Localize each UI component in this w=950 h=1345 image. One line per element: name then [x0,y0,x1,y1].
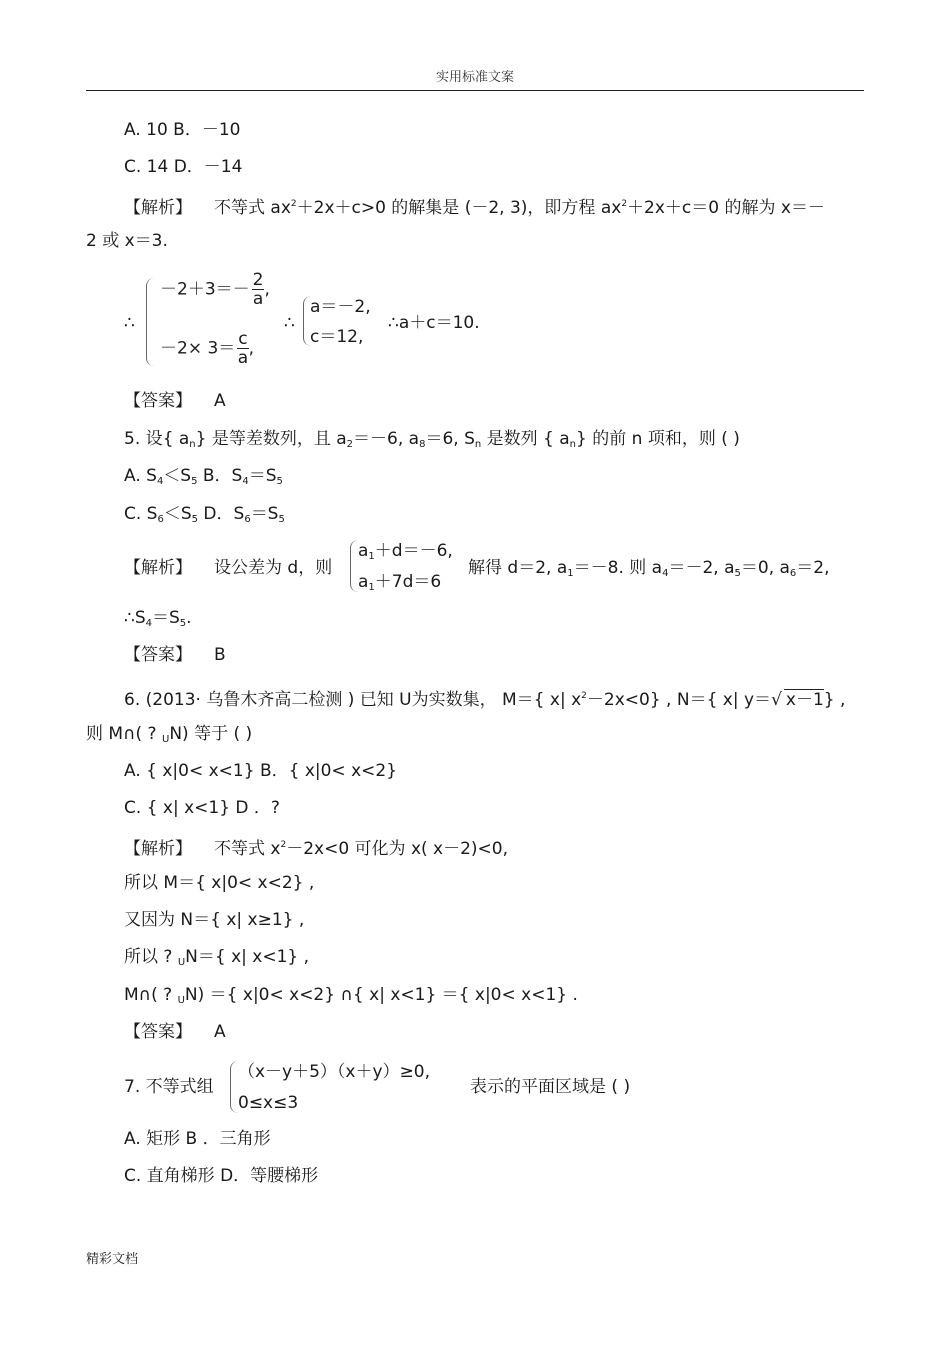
q7-option-c-d: C. 直角梯形 D．等腰梯形 [124,1166,319,1186]
analysis-label: 【解析】 [124,198,192,218]
q4-option-a-b: A. 10 B．－10 [124,120,241,140]
q6-line-n: 又因为 N＝{ x| x≥1} , [124,910,305,930]
q6-line-complement: 所以 ? $_U$N＝{ x| x<1} , [124,947,310,968]
answer-value: A [214,391,226,411]
q6-option-c-d: C. { x| x<1} D ．? [124,798,280,818]
header-rule [86,90,864,91]
q5-system-brace [350,540,358,592]
q6-answer: 【答案】 A [124,1022,226,1042]
q7-system-row-2: 0≤x≤3 [238,1093,299,1113]
q5-option-c-d: C. $S_6<S_5$ D．$S_6=S_5$ [124,504,285,525]
q4-system2-row-1: a＝－2, [310,297,371,317]
q4-system-row-2: －2× 3＝ $\frac{c}{a}$ , [160,329,255,368]
q6-stem: 6. (2013· 乌鲁木齐高二检测 ) 已知 U为实数集， M＝{ x| $x^2-2x<0$} , N＝{ x| y＝√ x－1} , [124,690,846,710]
q5-system-row-1: $a_1+d=-6$, [358,541,453,562]
q7-stem-a: 7. 不等式组 [124,1077,214,1097]
q6-option-a-b: A. { x|0< x<1} B．{ x|0< x<2} [124,761,398,781]
q7-option-a-b: A. 矩形 B ．三角形 [124,1129,271,1149]
answer-value: B [214,645,226,665]
therefore-symbol: ∴ [124,313,135,333]
q5-system-row-2: $a_1+7d=6$ [358,572,442,593]
page-footer: 精彩文档 [86,1252,139,1267]
q5-option-a-b: A. $S_4<S_5$ B．$S_4=S_5$ [124,466,283,487]
q4-conclusion: ∴a＋c＝10. [388,313,480,333]
q5-answer: 【答案】 B [124,645,226,665]
q4-analysis-cont: 2 或 x＝3. [86,231,168,251]
q5-conclusion: $\therefore S_4=S_5$. [124,608,192,629]
q4-analysis: 【解析】 不等式 $ax^2+2x+c>0$ 的解集是 (－2, 3)，即方程 $ax^2+2x+c=0$ 的解为 x＝－ [124,198,825,218]
page-header: 实用标准文案 [435,70,514,85]
q5-stem: 5. 设{ $a_n$} 是等差数列，且 $a_2=-6$, $a_8=6$, $S_n$ 是数列 { $a_n$} 的前 n 项和，则 ( ) [124,429,740,450]
q6-stem-line-2: 则 M∩( ? $_U$N) 等于 ( ) [86,724,253,745]
q7-system-row-1: （x－y＋5）（x＋y）≥0, [238,1062,431,1082]
q5-analysis-cont: 解得 d＝2, $a_1=-8$. 则 $a_4=-2$, $a_5=0$, $a_6=2$, [468,558,830,579]
sqrt-sign: √ [771,690,782,710]
q6-analysis: 【解析】 不等式 $x^2-2x<0$ 可化为 x( x－2)<0, [124,839,509,859]
q4-system2-row-2: c＝12, [310,327,364,347]
q6-line-m: 所以 M＝{ x|0< x<2} , [124,873,315,893]
q5-analysis: 【解析】 设公差为 d，则 [124,558,333,578]
therefore-symbol-2: ∴ [284,313,295,333]
q7-system-brace [230,1061,238,1113]
q7-stem-b: 表示的平面区域是 ( ) [470,1077,631,1097]
q4-option-c-d: C. 14 D．－14 [124,157,243,177]
q6-line-result: M∩( ? $_U$N) ＝{ x|0< x<2} ∩{ x| x<1} ＝{ x|0< x<1} . [124,985,578,1006]
q4-answer [124,390,226,412]
q4-system-row-1: －2＋3＝－ $\frac{2}{a}$ , [160,270,270,309]
answer-value: A [214,1022,226,1042]
system-brace [146,278,155,366]
answer-label: 【答案】 [124,391,192,411]
